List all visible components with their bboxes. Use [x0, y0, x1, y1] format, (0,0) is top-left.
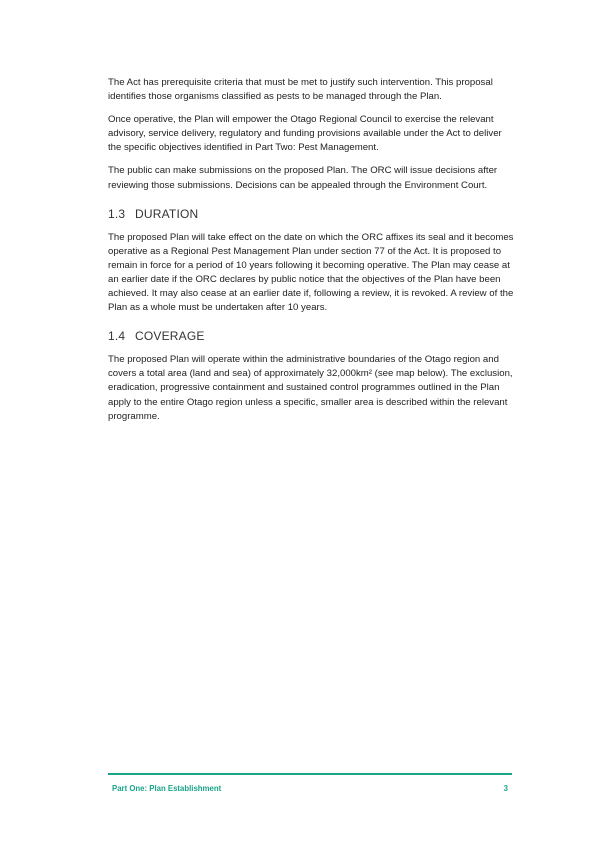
section-number: 1.3	[108, 206, 126, 221]
section-title: COVERAGE	[135, 329, 205, 344]
section-title: DURATION	[135, 206, 199, 221]
footer-section-title: Part One: Plan Establishment	[112, 784, 222, 793]
page-number: 3	[503, 784, 508, 793]
intro-paragraph-1: The Act has prerequisite criteria that must be met to justify such intervention. This proposal identifies those organisms classified as pests to be managed through the Plan.	[108, 77, 493, 103]
section-heading-duration	[108, 207, 514, 222]
intro-paragraph-2: Once operative, the Plan will empower the Otago Regional Council to exercise the relevant advisory, service delivery, regulatory and funding provisions available under the Act to deliver the specific objectives identified in Part Two: Pest Management.	[108, 114, 502, 154]
duration-paragraph: The proposed Plan will take effect on the date on which the ORC affixes its seal and it becomes operative as a Regional Pest Management Plan under section 77 of the Act. It is proposed to remain in force for a period of 10 years following it becoming operative. The Plan may cease at an earlier date if the ORC declares by public notice that the objectives of the Plan have been achieved. It may also cease at an earlier date if, following a review, it is revoked. A review of the Plan as a whole must be undertaken after 10 years.	[108, 231, 514, 314]
intro-paragraph-3: The public can make submissions on the proposed Plan. The ORC will issue decisions after reviewing those submissions. Decisions can be appealed through the Environment Court.	[108, 165, 498, 191]
page-content	[108, 76, 514, 433]
section-heading-coverage	[108, 329, 514, 344]
coverage-paragraph: The proposed Plan will operate within the administrative boundaries of the Otago region and covers a total area (land and sea) of approximately 32,000km² (see map below). The exclusion, eradication, progressive containment and sustained control programmes outlined in the Plan apply to the entire Otago region unless a specific, smaller area is described within the relevant programme.	[108, 354, 513, 422]
footer-divider	[108, 773, 512, 775]
section-number: 1.4	[108, 329, 126, 344]
page-footer	[112, 784, 512, 793]
